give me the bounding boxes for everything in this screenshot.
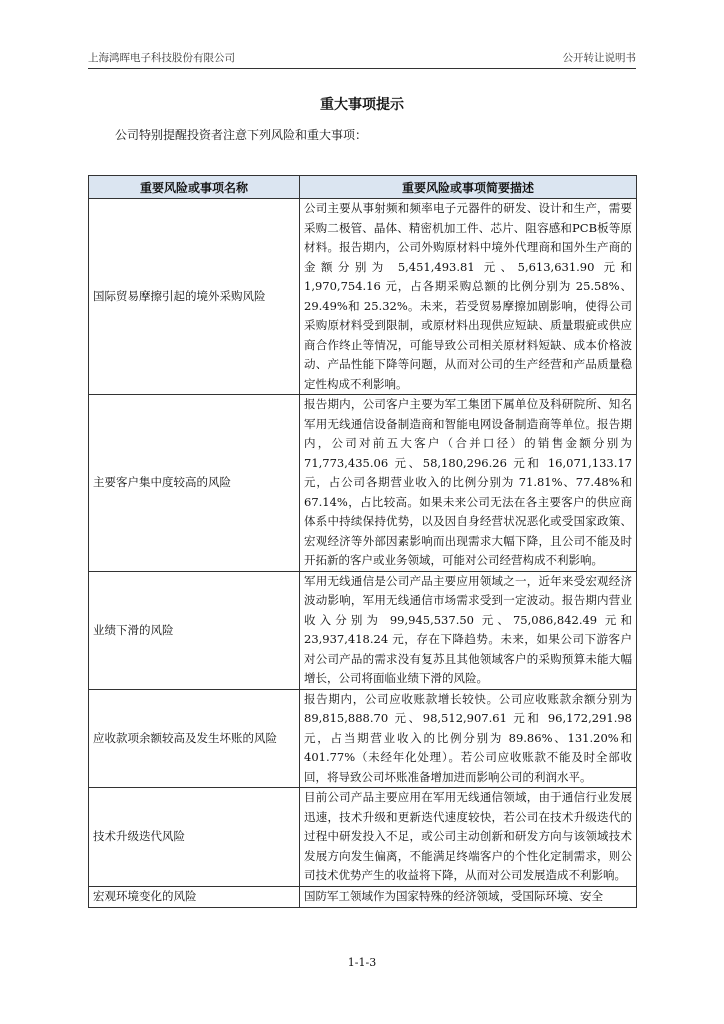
risk-name: 国际贸易摩擦引起的境外采购风险 [89,199,300,395]
risk-name: 宏观环境变化的风险 [89,886,300,907]
risk-name: 主要客户集中度较高的风险 [89,395,300,572]
page-header [88,52,636,69]
header-doc-type: 公开转让说明书 [562,52,636,64]
table-row [89,689,637,788]
risk-name: 业绩下滑的风险 [89,571,300,689]
risk-description: 军用无线通信是公司产品主要应用领域之一，近年来受宏观经济波动影响，军用无线通信市场需求受到一定波动。报告期内营业收入分别为 99,945,537.50 元、75,086,842.49 元和 23,937,418.24 元，存在下降趋势。未来，如果公司下游客户对公司产品的需求没有复苏且其他领域客户的采购预算未能大幅增长，公司将面临业绩下滑的风险。 [300,571,637,689]
risk-description: 国防军工领域作为国家特殊的经济领域，受国际环境、安全 [300,886,637,907]
page-title: 重大事项提示 [320,97,404,113]
risk-description: 报告期内，公司应收账款增长较快。公司应收账款余额分别为 89,815,888.70 元、98,512,907.61 元和 96,172,291.98 元，占当期营业收入的比例分别为 89.86%、131.20%和 401.77%（未经年化处理）。若公司应收账款不能及时全部收回，将导致公司坏账准备增加进而影响公司的利润水平。 [300,689,637,788]
column-header-description: 重要风险或事项简要描述 [300,176,637,199]
intro-text: 公司特别提醒投资者注意下列风险和重大事项： [115,128,368,142]
risk-description: 目前公司产品主要应用在军用无线通信领域，由于通信行业发展迅速，技术升级和更新迭代速度较快，若公司在技术升级迭代的过程中研发投入不足，或公司主动创新和研发方向与该领域技术发展方向发生偏离，不能满足终端客户的个性化定制需求，则公司技术优势产生的收益将下降，从而对公司发展造成不利影响。 [300,788,637,887]
risk-name: 应收款项余额较高及发生坏账的风险 [89,689,300,788]
table-row [89,395,637,572]
table-header-row [89,176,637,199]
table-row [89,571,637,689]
table-row [89,788,637,887]
risk-description: 报告期内，公司客户主要为军工集团下属单位及科研院所、知名军用无线通信设备制造商和智能电网设备制造商等单位。报告期内，公司对前五大客户（合并口径）的销售金额分别为 71,773,435.06 元、58,180,296.26 元和 16,071,133.17 元，占公司各期营业收入的比例分别为 71.81%、77.48%和 67.14%，占比较高。如果未来公司无法在各主要客户的供应商体系中持续保持优势，以及因自身经营状况恶化或受国家政策、宏观经济等外部因素影响而出现需求大幅下降，且公司不能及时开拓新的客户或业务领域，可能对公司经营构成不利影响。 [300,395,637,572]
column-header-name: 重要风险或事项名称 [89,176,300,199]
page-number: 1-1-3 [347,956,377,969]
risk-name: 技术升级迭代风险 [89,788,300,887]
table-row [89,886,637,907]
header-company: 上海鸿晖电子科技股份有限公司 [88,52,235,64]
table-row [89,199,637,395]
risk-description: 公司主要从事射频和频率电子元器件的研发、设计和生产，需要采购二极管、晶体、精密机加工件、芯片、阻容感和PCB板等原材料。报告期内，公司外购原材料中境外代理商和国外生产商的金额分别为 5,451,493.81 元、5,613,631.90 元和 1,970,754.16 元，占各期采购总额的比例分别为 25.58%、29.49%和 25.32%。未来，若受贸易摩擦加剧影响，使得公司采购原材料受到限制，或原材料出现供应短缺、质量瑕疵或供应商合作终止等情况，可能导致公司相关原材料短缺、成本价格波动、产品性能下降等问题，从而对公司的生产经营和产品质量稳定性构成不利影响。 [300,199,637,395]
risk-table [88,175,637,908]
